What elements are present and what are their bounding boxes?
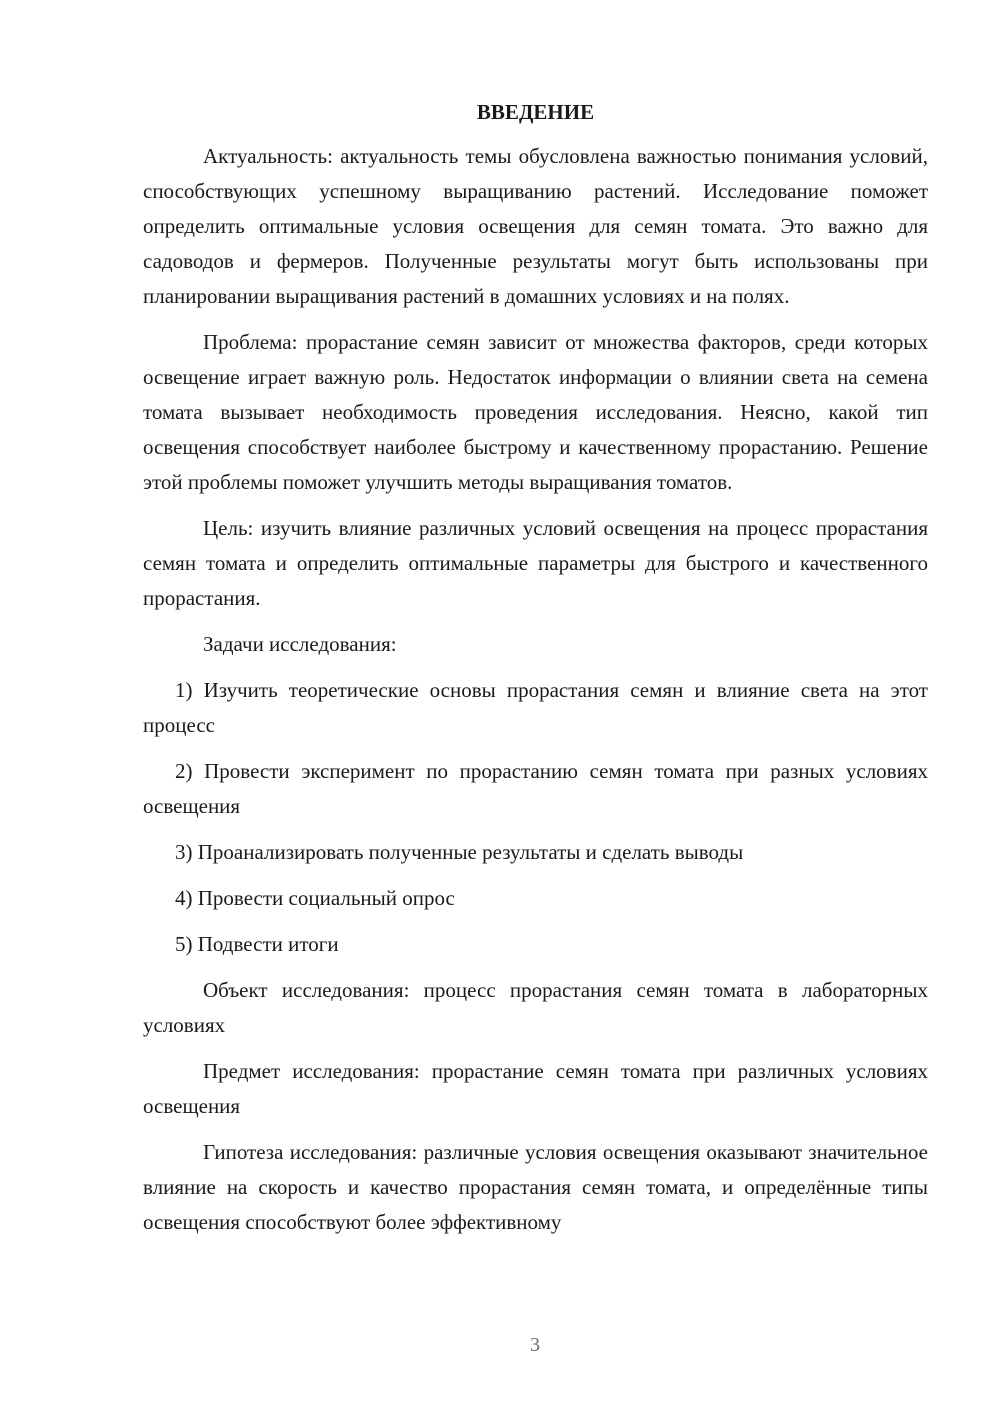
page-number: 3 <box>530 1334 540 1356</box>
task-item: 5) Подвести итоги <box>175 932 339 956</box>
task-item: 4) Провести социальный опрос <box>175 886 455 910</box>
problem-paragraph: Проблема: прорастание семян зависит от множества факторов, среди которых освещение играет важную роль. Недостаток информации о влиянии света на семена томата вызывает необходимость проведения исследования. Неясно, какой тип освещения способствует наиболее быстрому и качественному прорастанию. Решение этой проблемы поможет улучшить методы выращивания томатов. <box>143 330 928 494</box>
tasks-list <box>143 673 928 962</box>
section-heading: ВВЕДЕНИЕ <box>476 100 595 124</box>
task-item: 3) Проанализировать полученные результаты и сделать выводы <box>175 840 744 864</box>
tasks-title: Задачи исследования: <box>203 632 397 656</box>
task-item: 1) Изучить теоретические основы прорастания семян и влияние света на этот процесс <box>143 678 928 737</box>
hypothesis-paragraph: Гипотеза исследования: различные условия освещения оказывают значительное влияние на скорость и качество прорастания семян томата, и определённые типы освещения способствуют более эффективному <box>143 1140 928 1234</box>
goal-paragraph: Цель: изучить влияние различных условий освещения на процесс прорастания семян томата и определить оптимальные параметры для быстрого и качественного прорастания. <box>143 516 928 610</box>
page-content <box>143 96 928 1251</box>
object-paragraph: Объект исследования: процесс прорастания семян томата в лабораторных условиях <box>143 978 928 1037</box>
relevance-paragraph: Актуальность: актуальность темы обусловлена важностью понимания условий, способствующих успешному выращиванию растений. Исследование поможет определить оптимальные условия освещения для семян томата. Это важно для садоводов и фермеров. Полученные результаты могут быть использованы при планировании выращивания растений в домашних условиях и на полях. <box>143 144 928 308</box>
subject-paragraph: Предмет исследования: прорастание семян томата при различных условиях освещения <box>143 1059 928 1118</box>
task-item: 2) Провести эксперимент по прорастанию семян томата при разных условиях освещения <box>143 759 928 818</box>
